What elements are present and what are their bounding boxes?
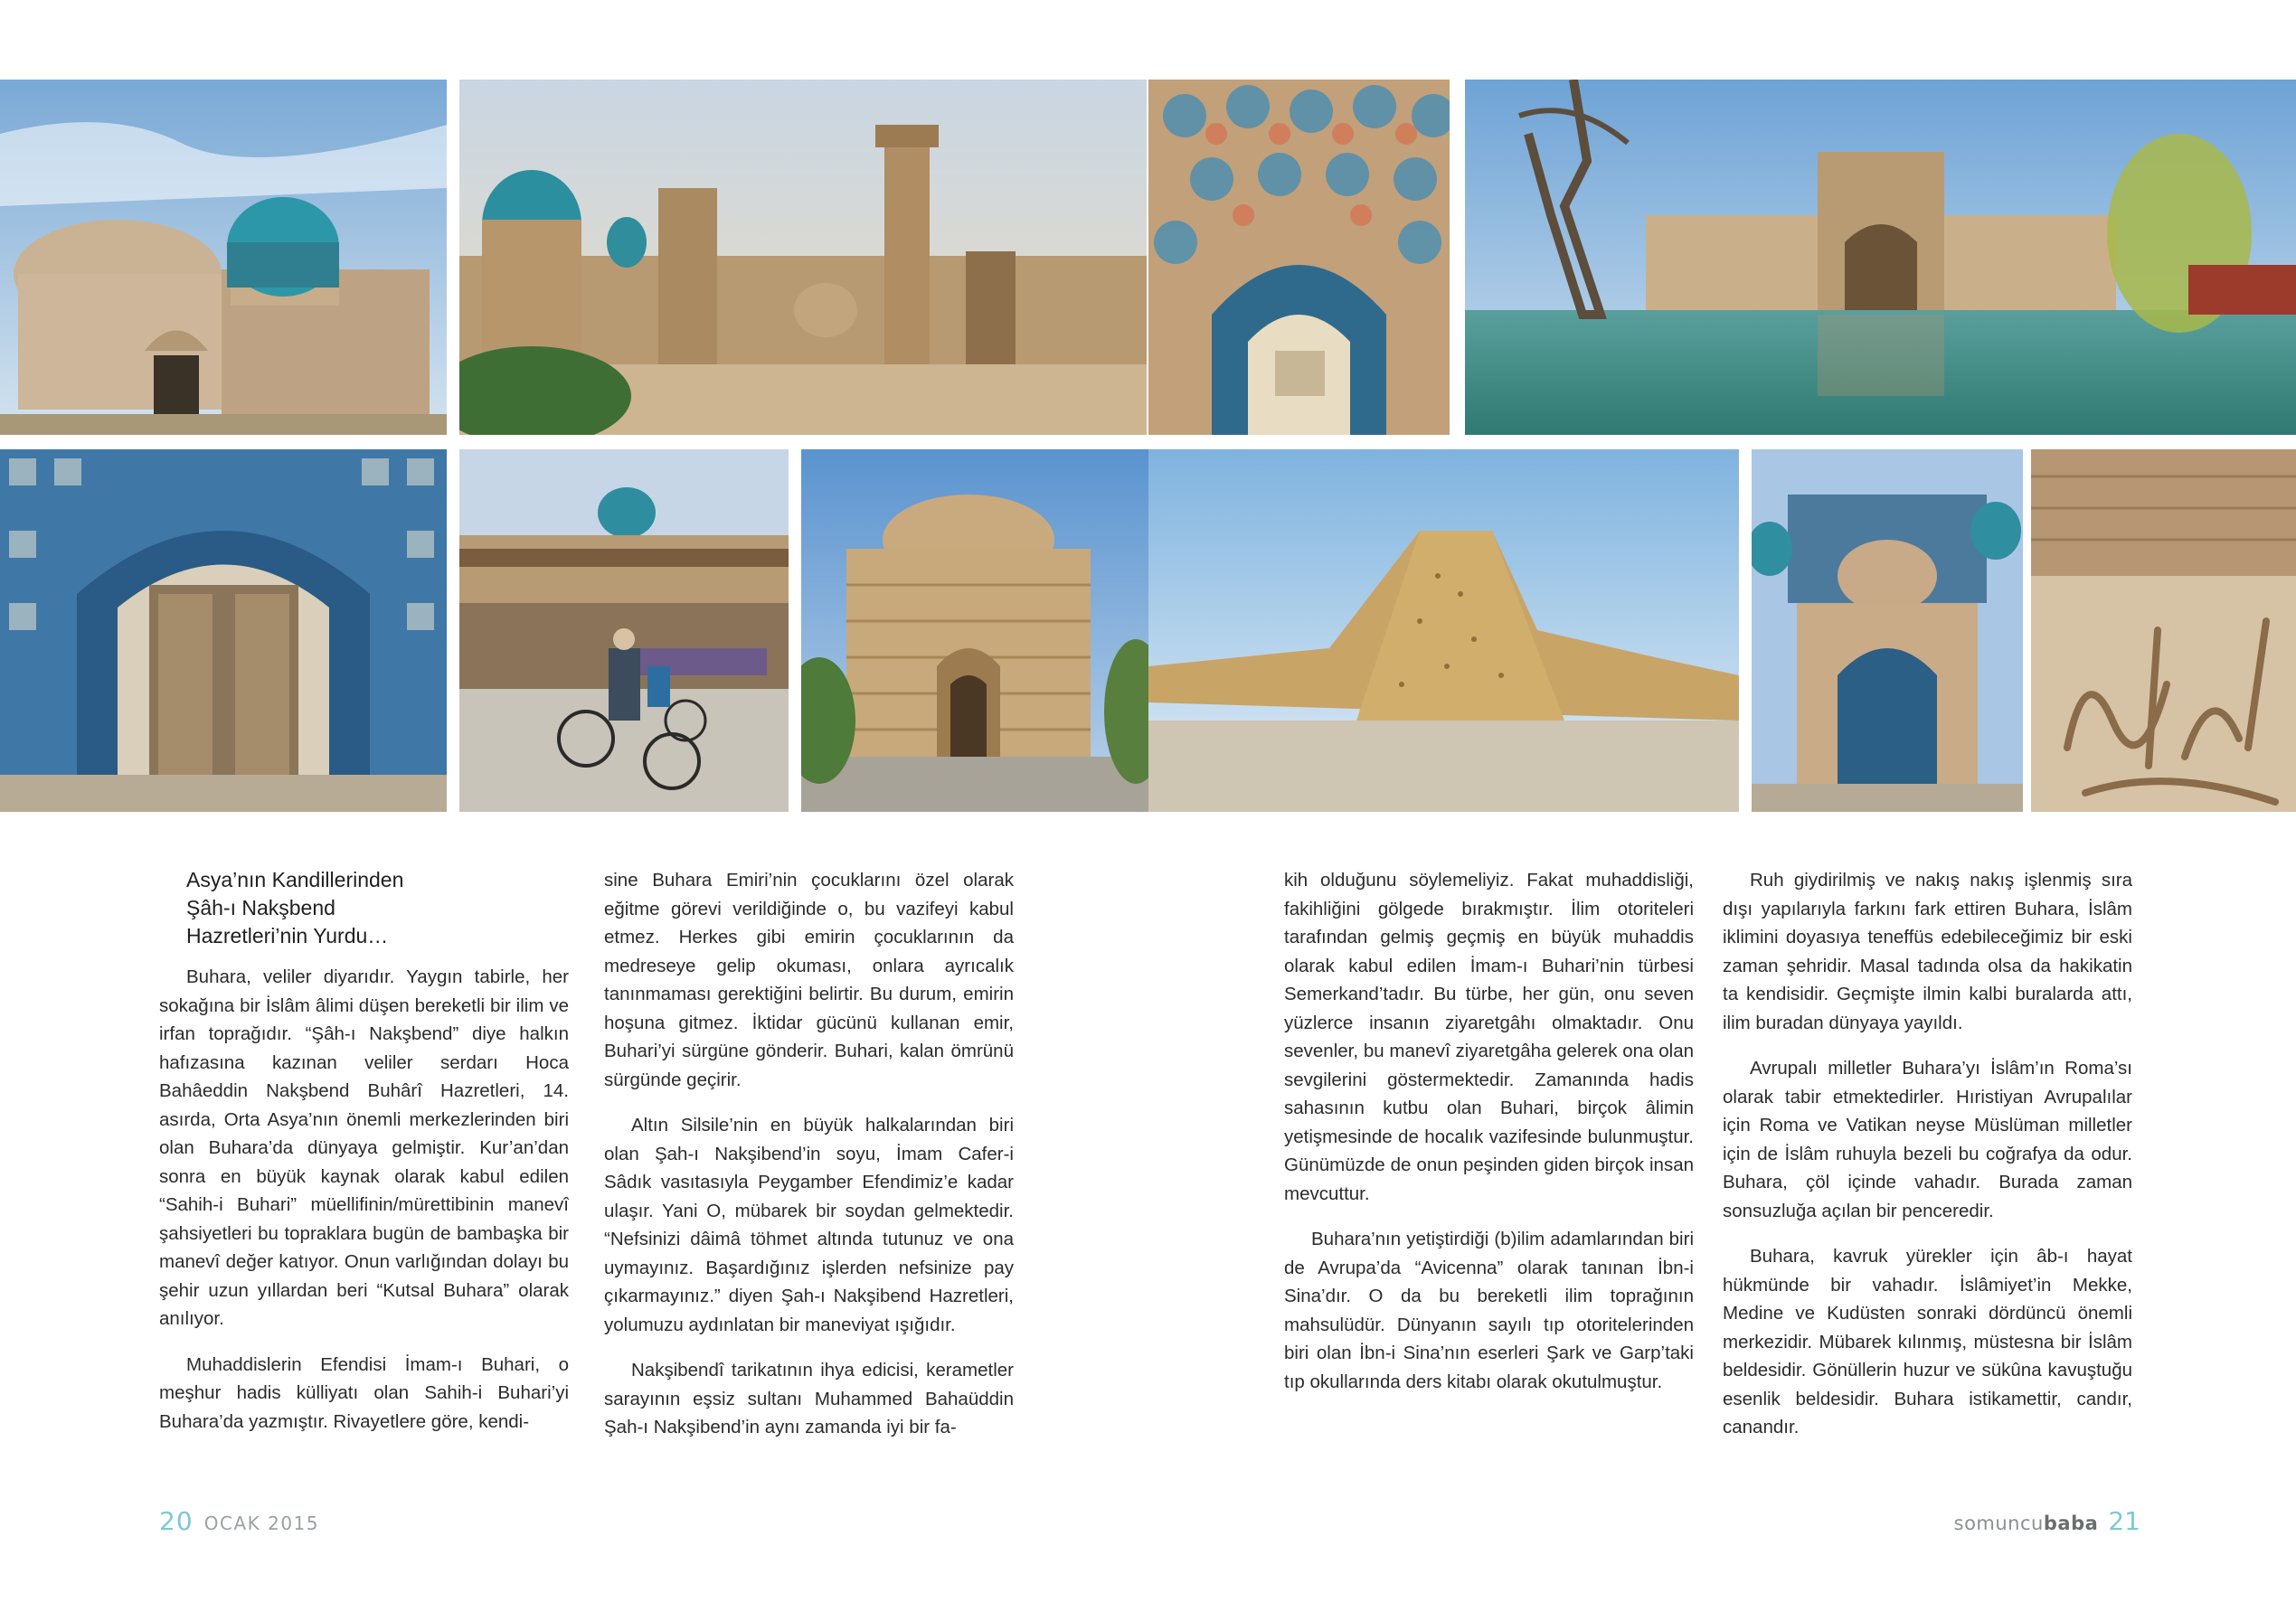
brand-light: somuncu (1953, 1512, 2044, 1534)
photo-samanid-mausoleum (801, 449, 1148, 812)
photo-tiled-doorway (0, 449, 447, 812)
issue-date: OCAK 2015 (203, 1512, 319, 1534)
photo-cyclists-bazaar (459, 449, 789, 812)
photo-ark-fortress (1148, 449, 1739, 812)
photo-kalon-minaret (459, 80, 1147, 435)
paragraph: Altın Silsile’nin en büyük halkalarından biri olan Şah-ı Nakşibend’in soyu, İmam Cafer-i Sâdık vasıtasıyla Peygamber Efendimiz’e kadar ulaşır. Yani O, mübarek bir soydan gelmektedir. “Nefsinizi dâimâ töhmet altında tutunuz ve ona uymayınız. Başardığınız işlerden nefsinize pay çıkarmayınız.” diyen Şah-ı Nakşibend Hazretleri, yolumuzu aydınlatan bir maneviyat ışığıdır. (604, 1115, 1014, 1335)
paragraph: sine Buhara Emiri’nin çocuklarını özel olarak eğitme görevi verildiğinde o, bu vazifeyi kabul etmez. Herkes gibi emirin çocuklarının da medreseye gelip okuması, onlara ayrıcalık tanınmaması gerektiğini belirtir. Bu durum, emirin hoşuna gitmez. İktidar gücünü kullanan emir, Buhari’yi sürgüne gönderir. Buhari, kalan ömrünü sürgünde geçirir. (604, 870, 1014, 1090)
photo-lyabi-hauz-pool (1465, 80, 2296, 435)
paragraph: Buhara, kavruk yürekler için âb-ı hayat hükmünde bir vahadır. İslâmiyet’in Mekke, Medine ve Kudüsten sonraki dördüncü önemli merkezidir. Mübarek kılınmış, müstesna bir İslâm beldesidir. Gönüllerin huzur ve sükûna kavuştuğu esenlik beldesidir. Buhara istikamettir, candır, canandır. (1723, 1246, 2132, 1437)
magazine-brand (1954, 1512, 2099, 1534)
photo-muqarnas-ceiling (1148, 80, 1450, 435)
article-column-2 (604, 866, 1014, 1459)
paragraph: Buhara’nın yetiştirdiği (b)ilim adamlarından biri de Avrupa’da “Avicenna” olarak tanınan İbn-i Sina’dır. O da bu bereketli ilim toprağının mahsulüdür. Dünyanın sayılı tıp otoritelerinden biri olan İbn-i Sina’nın eserleri Şark ve Garp’taki tıp okullarında ders kitabı olarak okutulmuştur. (1284, 1229, 1694, 1392)
paragraph: Avrupalı milletler Buhara’yı İslâm’ın Roma’sı olarak tabir etmektedirler. Hıristiyan Avrupalılar için Roma ve Vatikan neyse Müslüman milletler için de İslâm ruhuyla bezeli bu coğrafya da odur. Buhara, çöl içinde vahadır. Burada zaman sonsuzluğa açılan bir penceredir. (1723, 1058, 2132, 1221)
right-page-number: 21 (2108, 1506, 2140, 1536)
article-heading (186, 866, 569, 950)
article-column-3 (1284, 866, 1694, 1413)
paragraph: kih olduğunu söylemeliyiz. Fakat muhaddisliği, fakihliğini gölgede bırakmıştır. İlim otoriteleri tarafından gelmiş geçmiş en büyük muhaddis olarak kabul edilen İmam-ı Buhari’nin türbesi Semerkand’tadır. Bu türbe, her gün, onu seven yüzlerce insanın ziyaretgâhı olmaktadır. Onu sevenler, bu manevî ziyaretgâha gelerek ona olan sevgilerini göstermektedir. Zamanında hadis sahasının kutbu olan Buhari, birçok âlimin yetişmesinde de hocalık vazifesinde bulunmuştur. Günümüzde de onun peşinden giden birçok insan mevcuttur. (1284, 870, 1694, 1204)
left-folio (159, 1506, 319, 1536)
brand-bold: baba (2043, 1512, 2099, 1534)
right-folio (1954, 1506, 2140, 1536)
paragraph: Buhara, veliler diyarıdır. Yaygın tabirle, her sokağına bir İslâm âlimi düşen bereketli bir ilim ve irfan toprağıdır. “Şâh-ı Nakşbend” diye halkın hafızasına kazınan veliler serdarı Hoca Bahâeddin Nakşbend Buhârî Hazretleri, 14. asırda, Orta Asya’nın önemli merkezlerinden biri olan Buhara’da dünyaya gelmiştir. Kur’an’dan sonra en büyük kaynak olarak kabul edilen “Sahih-i Buhari” müellifinin/mürettibinin manevî şahsiyetleri bu topraklara bugün de bambaşka bir manevî değer katıyor. Onun varlığından dolayı bu şehir uzun yıllardan beri “Kutsal Buhara” olarak anılıyor. (159, 966, 569, 1329)
heading-line-3: Hazretleri’nin Yurdu… (186, 924, 389, 947)
left-page-number: 20 (159, 1506, 194, 1536)
article-column-1 (159, 866, 569, 1453)
photo-tiled-pavilion (1752, 449, 2023, 812)
article-column-4 (1723, 866, 2132, 1459)
heading-line-1: Asya’nın Kandillerinden (186, 868, 404, 891)
photo-calligraphy-wall (2031, 449, 2296, 812)
paragraph: Nakşibendî tarikatının ihya edicisi, kerametler sarayının eşsiz sultanı Muhammed Bahaüddin Şah-ı Nakşibend’in aynı zamanda iyi bir fa- (604, 1360, 1014, 1437)
paragraph: Muhaddislerin Efendisi İmam-ı Buhari, o meşhur hadis külliyatı olan Sahih-i Buhari’yi Buhara’da yazmıştır. Rivayetlere göre, kendi- (159, 1353, 569, 1432)
paragraph: Ruh giydirilmiş ve nakış nakış işlenmiş sıra dışı yapılarıyla farkını fark ettiren Buhara, İslâm iklimini doyasıya teneffüs edebileceğimiz bir eski zaman şehridir. Masal tadında olsa da hakikatin ta kendisidir. Geçmişte ilmin kalbi buralarda attı, ilim buradan dünyaya yayıldı. (1723, 870, 2132, 1033)
heading-line-2: Şâh-ı Nakşbend (186, 896, 335, 919)
photo-mausoleum-blue-dome (0, 80, 447, 435)
